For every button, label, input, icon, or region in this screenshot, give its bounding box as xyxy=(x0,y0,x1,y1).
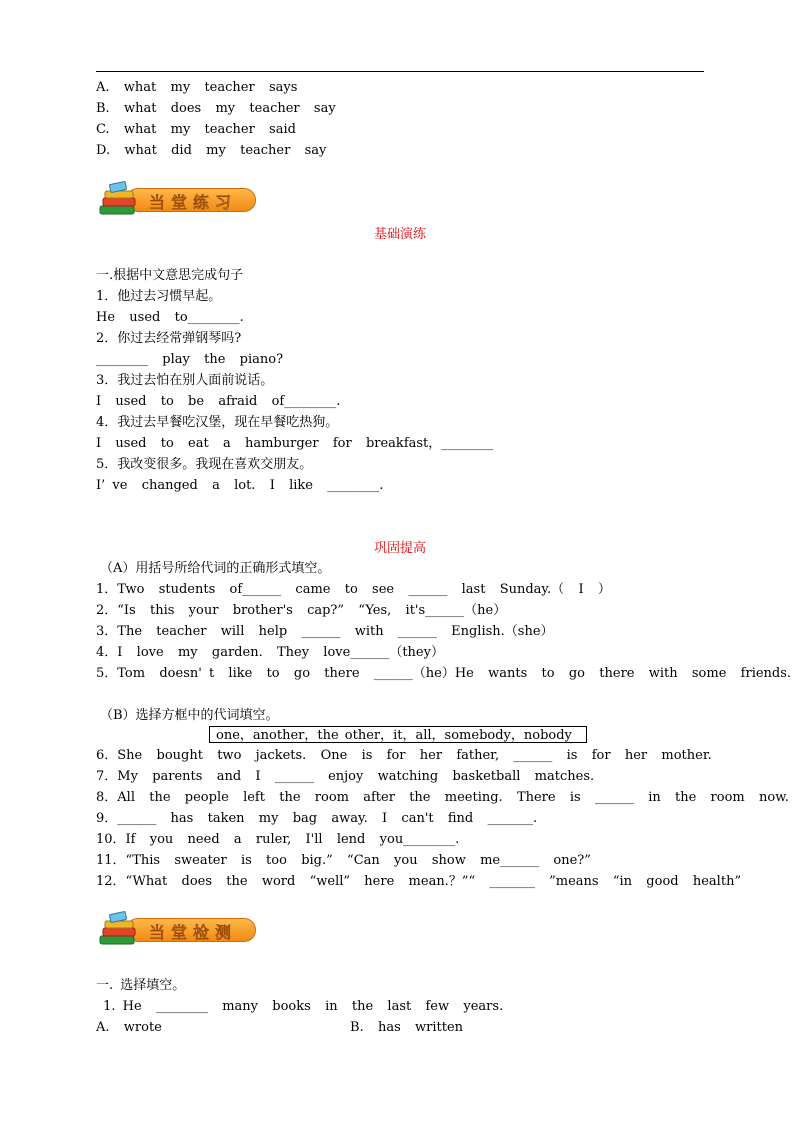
section-title-consolidate: 巩固提高 xyxy=(373,541,426,556)
option-d: D. what did my teacher say xyxy=(96,143,327,158)
partB-line: 8．All the people left the room after the meeting. There is ______ in the room now. xyxy=(96,790,789,805)
books-icon xyxy=(96,910,142,950)
partB-heading: （B）选择方框中的代词填空。 xyxy=(100,708,279,723)
partB-line: 6．She bought two jackets. One is for her father, ______ is for her mother. xyxy=(96,748,712,763)
option-b: B. what does my teacher say xyxy=(96,101,336,116)
part1-line: He used to________. xyxy=(96,310,244,325)
partA-line: 5．Tom doesn' t like to go there ______（he）He wants to go there with some friends. xyxy=(96,666,792,681)
partA-heading: （A）用括号所给代词的正确形式填空。 xyxy=(100,561,331,576)
partB-line: 7．My parents and I ______ enjoy watching basketball matches. xyxy=(96,769,595,784)
header-rule xyxy=(96,71,704,72)
part2-option-b: B. has written xyxy=(350,1020,464,1035)
section-title-basic: 基础演练 xyxy=(373,227,426,242)
option-c: C. what my teacher said xyxy=(96,122,296,137)
partA-line: 1．Two students of______ came to see ______ last Sunday.（ Ⅰ ） xyxy=(96,582,611,597)
partB-line: 10．If you need a ruler, I'll lend you________. xyxy=(96,832,460,847)
partB-line: 9．______ has taken my bag away. I can't find _______. xyxy=(96,811,538,826)
part1-line: ________ play the piano? xyxy=(96,352,284,367)
banner-test-label: 当堂检测 xyxy=(149,923,238,942)
part1-line: 4．我过去早餐吃汉堡，现在早餐吃热狗。 xyxy=(96,415,339,430)
part1-line: I used to eat a hamburger for breakfast，________ xyxy=(96,436,494,451)
part1-line: 1．他过去习惯早起。 xyxy=(96,289,222,304)
part2-option-a: A. wrote xyxy=(96,1020,162,1035)
part1-line: 2．你过去经常弹钢琴吗? xyxy=(96,331,242,346)
part2-heading: 一. 选择填空。 xyxy=(96,978,186,993)
word-box: one，another，the other，it，all，somebody，nobody xyxy=(209,726,587,743)
part1-line: 5．我改变很多。我现在喜欢交朋友。 xyxy=(96,457,313,472)
part2-question: 1. He ________ many books in the last few years. xyxy=(96,999,504,1014)
part1-line: 3．我过去怕在别人面前说话。 xyxy=(96,373,274,388)
option-a: A. what my teacher says xyxy=(96,80,298,95)
banner-practice xyxy=(96,180,262,220)
partB-line: 12．“What does the word “well” here mean.？”“ _______ ”means “in good health” xyxy=(96,874,742,889)
partA-line: 4．I love my garden. They love______（they） xyxy=(96,645,444,660)
banner-test xyxy=(96,910,262,950)
part1-line: I used to be afraid of________. xyxy=(96,394,341,409)
partB-line: 11．“This sweater is too big.” “Can you show me______ one?” xyxy=(96,853,591,868)
books-icon xyxy=(96,180,142,220)
partA-line: 2．“Is this your brother's cap?” “Yes, it's______（he） xyxy=(96,603,507,618)
banner-practice-label: 当堂练习 xyxy=(149,193,238,212)
partA-line: 3．The teacher will help ______ with ______ English.（she） xyxy=(96,624,554,639)
part1-line: I’ ve changed a lot. I like ________. xyxy=(96,478,384,493)
part1-heading: 一.根据中文意思完成句子 xyxy=(96,268,244,283)
